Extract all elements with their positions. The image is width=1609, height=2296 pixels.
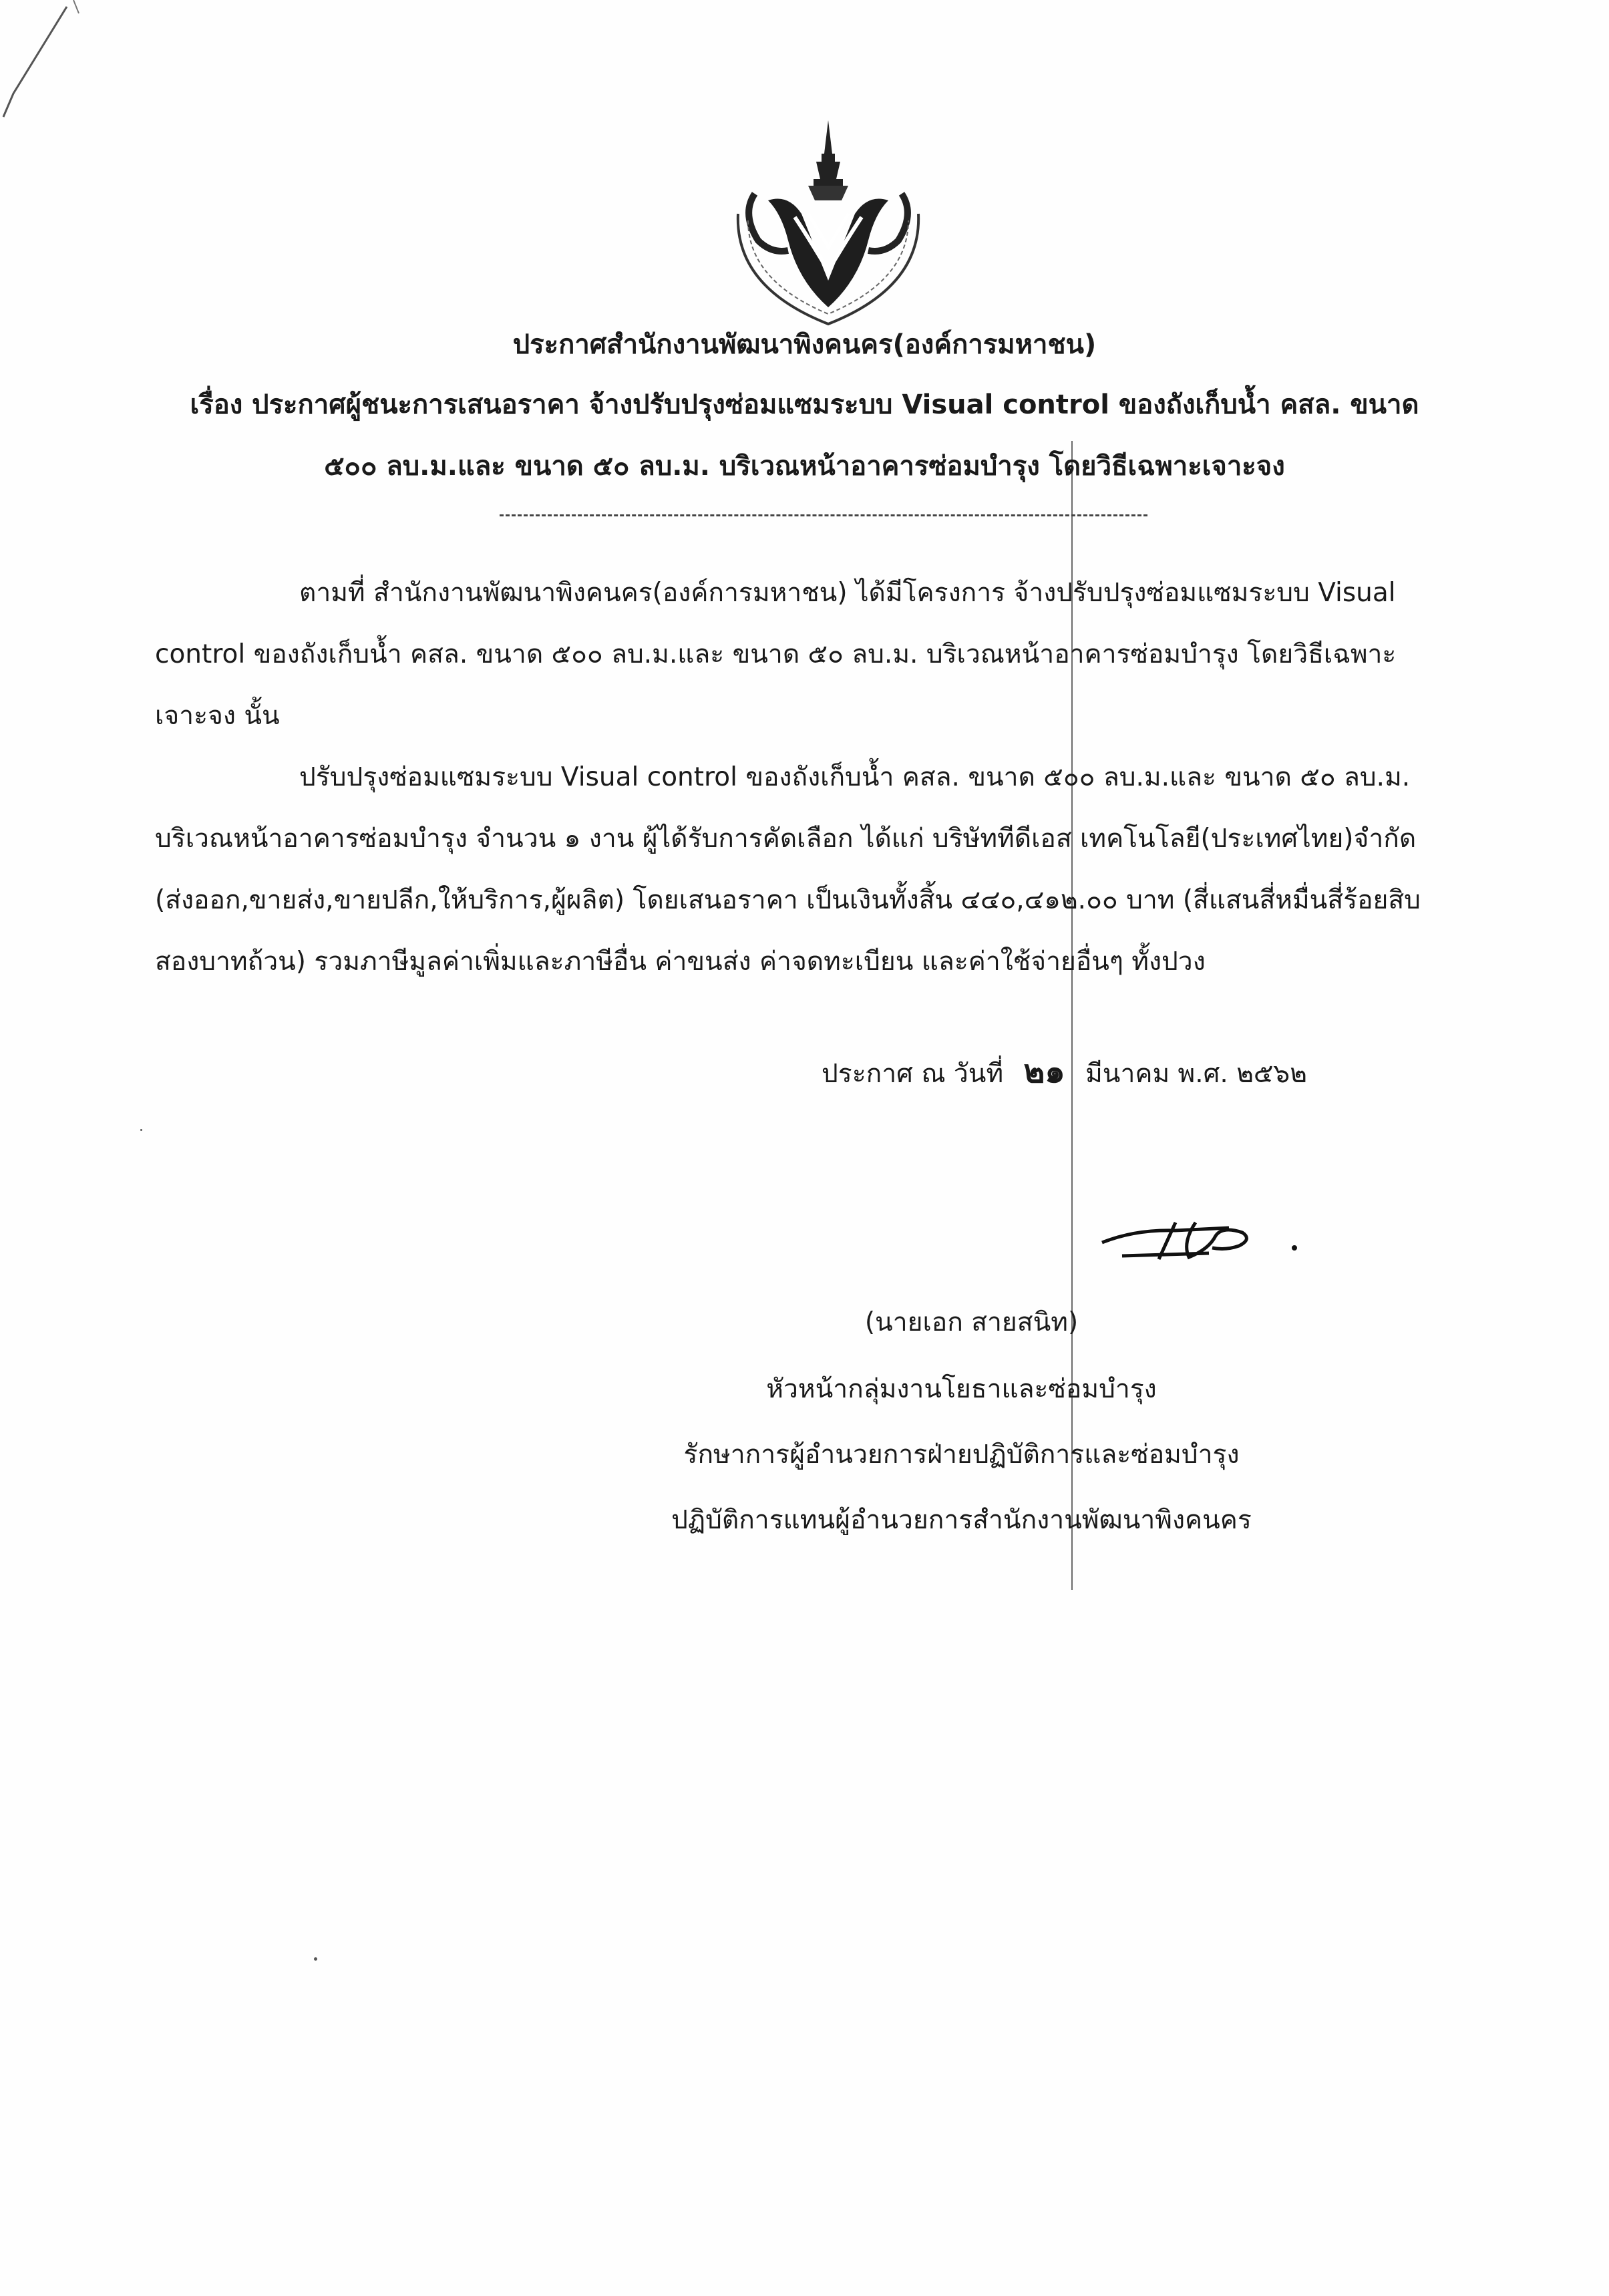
date-day: ๒๑ xyxy=(1023,1053,1065,1090)
announcement-title: ประกาศสำนักงานพัฒนาพิงคนคร(องค์การมหาชน) xyxy=(512,329,1097,360)
subject-line-2: ๕๐๐ ลบ.ม.และ ขนาด ๕๐ ลบ.ม. บริเวณหน้าอาคารซ่อมบำรุง โดยวิธีเฉพาะเจาะจง xyxy=(324,451,1285,482)
scan-speck xyxy=(140,1129,142,1131)
paragraph-1-line-1: ตามที่ สำนักงานพัฒนาพิงคนคร(องค์การมหาชน) ได้มีโครงการ จ้างปรับปรุงซ่อมแซมระบบ Visual xyxy=(299,578,1396,608)
subject-line-1: เรื่อง ประกาศผู้ชนะการเสนอราคา จ้างปรับปรุงซ่อมแซมระบบ Visual control ของถังเก็บน้ำ คสล. ขนาด xyxy=(190,389,1419,420)
corner-scan-mark-icon xyxy=(0,0,94,120)
date-prefix: ประกาศ ณ วันที่ xyxy=(822,1059,1004,1089)
paragraph-1-line-3: เจาะจง นั้น xyxy=(155,701,280,731)
agency-logo-icon xyxy=(708,114,948,334)
scan-speck xyxy=(314,1957,317,1961)
handwritten-signature-icon xyxy=(1095,1202,1309,1276)
signatory-position-2: รักษาการผู้อำนวยการฝ่ายปฏิบัติการและซ่อมบำรุง xyxy=(683,1440,1240,1470)
paragraph-1-line-2: control ของถังเก็บน้ำ คสล. ขนาด ๕๐๐ ลบ.ม.และ ขนาด ๕๐ ลบ.ม. บริเวณหน้าอาคารซ่อมบำรุง โดยวิธีเฉพาะ xyxy=(155,639,1397,669)
paragraph-2-line-3: (ส่งออก,ขายส่ง,ขายปลีก,ให้บริการ,ผู้ผลิต) โดยเสนอราคา เป็นเงินทั้งสิ้น ๔๔๐,๔๑๒.๐๐ บาท (สี่แสนสี่หมื่นสี่ร้อยสิบ xyxy=(155,885,1421,915)
announcement-date xyxy=(822,1053,1307,1093)
signatory-position-1: หัวหน้ากลุ่มงานโยธาและซ่อมบำรุง xyxy=(766,1374,1157,1404)
paragraph-2-line-1: ปรับปรุงซ่อมแซมระบบ Visual control ของถังเก็บน้ำ คสล. ขนาด ๕๐๐ ลบ.ม.และ ขนาด ๕๐ ลบ.ม. xyxy=(299,762,1411,792)
scan-artifact-line xyxy=(1071,441,1073,1590)
paragraph-2-line-2: บริเวณหน้าอาคารซ่อมบำรุง จำนวน ๑ งาน ผู้ได้รับการคัดเลือก ได้แก่ บริษัททีดีเอส เทคโนโลยี(ประเทศไทย)จำกัด xyxy=(155,824,1417,854)
signatory-name: (นายเอก สายสนิท) xyxy=(864,1307,1079,1337)
date-month-year: มีนาคม พ.ศ. ๒๕๖๒ xyxy=(1085,1059,1307,1089)
dashed-divider xyxy=(500,514,1147,516)
paragraph-2-line-4: สองบาทถ้วน) รวมภาษีมูลค่าเพิ่มและภาษีอื่น ค่าขนส่ง ค่าจดทะเบียน และค่าใช้จ่ายอื่นๆ ทั้งปวง xyxy=(155,947,1206,977)
signatory-position-3: ปฏิบัติการแทนผู้อำนวยการสำนักงานพัฒนาพิงคนคร xyxy=(671,1505,1252,1535)
